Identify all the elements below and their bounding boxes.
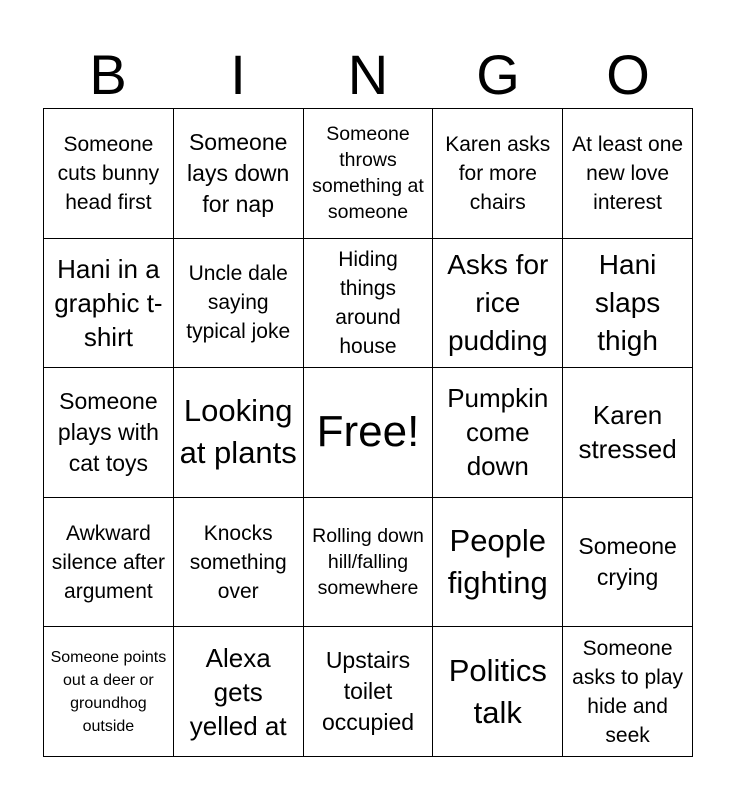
bingo-cell[interactable] (563, 239, 693, 369)
bingo-cell-text: Awkward silence after argument (51, 521, 166, 603)
bingo-cell[interactable] (44, 239, 174, 369)
bingo-cell-text: Hani slaps thigh (594, 248, 661, 356)
bingo-cell-text: Karen asks for more chairs (445, 132, 551, 214)
bingo-cell-text: Someone lays down for nap (187, 128, 290, 217)
bingo-cell[interactable] (44, 368, 174, 498)
header-letter-i: I (230, 43, 246, 106)
bingo-cell-text: At least one new love interest (572, 132, 684, 214)
bingo-cell[interactable] (563, 498, 693, 628)
bingo-cell-text: Hiding things around house (335, 247, 401, 358)
bingo-cell[interactable] (433, 498, 563, 628)
bingo-header (43, 42, 693, 108)
bingo-cell[interactable] (433, 109, 563, 239)
bingo-cell-text: Pumpkin come down (447, 383, 549, 482)
bingo-cell[interactable] (563, 368, 693, 498)
bingo-cell-text: Politics talk (448, 652, 547, 730)
bingo-cell-text: Someone points out a deer or groundhog outside (50, 648, 167, 735)
bingo-cell-free[interactable] (304, 368, 434, 498)
bingo-cell[interactable] (44, 498, 174, 628)
bingo-cell[interactable] (563, 109, 693, 239)
header-letter-n: N (347, 43, 389, 106)
bingo-cell-text: Hani in a graphic t-shirt (54, 253, 163, 352)
bingo-cell[interactable] (304, 627, 434, 757)
bingo-cell-text: Someone asks to play hide and seek (572, 636, 684, 747)
bingo-card-grid (43, 108, 693, 757)
bingo-cell[interactable] (174, 368, 304, 498)
bingo-cell[interactable] (44, 109, 174, 239)
bingo-cell[interactable] (174, 109, 304, 239)
bingo-cell[interactable] (44, 627, 174, 757)
bingo-cell[interactable] (304, 109, 434, 239)
bingo-cell-text: Looking at plants (179, 393, 297, 471)
bingo-cell-text: Someone crying (578, 533, 677, 591)
bingo-cell[interactable] (174, 498, 304, 628)
header-letter-b: B (89, 43, 127, 106)
bingo-cell[interactable] (433, 368, 563, 498)
bingo-cell[interactable] (433, 627, 563, 757)
bingo-cell-text: Someone throws something at someone (312, 123, 424, 224)
bingo-cell-text: Knocks something over (189, 521, 287, 603)
header-letter-g: G (476, 43, 520, 106)
bingo-cell-text: Karen stressed (578, 400, 677, 465)
free-space-text: Free! (316, 407, 420, 457)
bingo-cell[interactable] (174, 627, 304, 757)
bingo-cell[interactable] (304, 498, 434, 628)
bingo-cell-text: Uncle dale saying typical joke (186, 262, 291, 344)
bingo-cell[interactable] (304, 239, 434, 369)
header-letter-o: O (606, 43, 650, 106)
bingo-cell-text: Upstairs toilet occupied (321, 647, 415, 736)
bingo-cell[interactable] (433, 239, 563, 369)
bingo-cell[interactable] (563, 627, 693, 757)
bingo-cell-text: Asks for rice pudding (447, 248, 549, 356)
bingo-cell-text: Alexa gets yelled at (189, 642, 287, 741)
bingo-cell-text: Rolling down hill/falling somewhere (312, 525, 424, 600)
bingo-cell[interactable] (174, 239, 304, 369)
bingo-cell-text: People fighting (447, 523, 548, 601)
bingo-cell-text: Someone cuts bunny head first (57, 132, 160, 214)
bingo-cell-text: Someone plays with cat toys (57, 387, 159, 476)
